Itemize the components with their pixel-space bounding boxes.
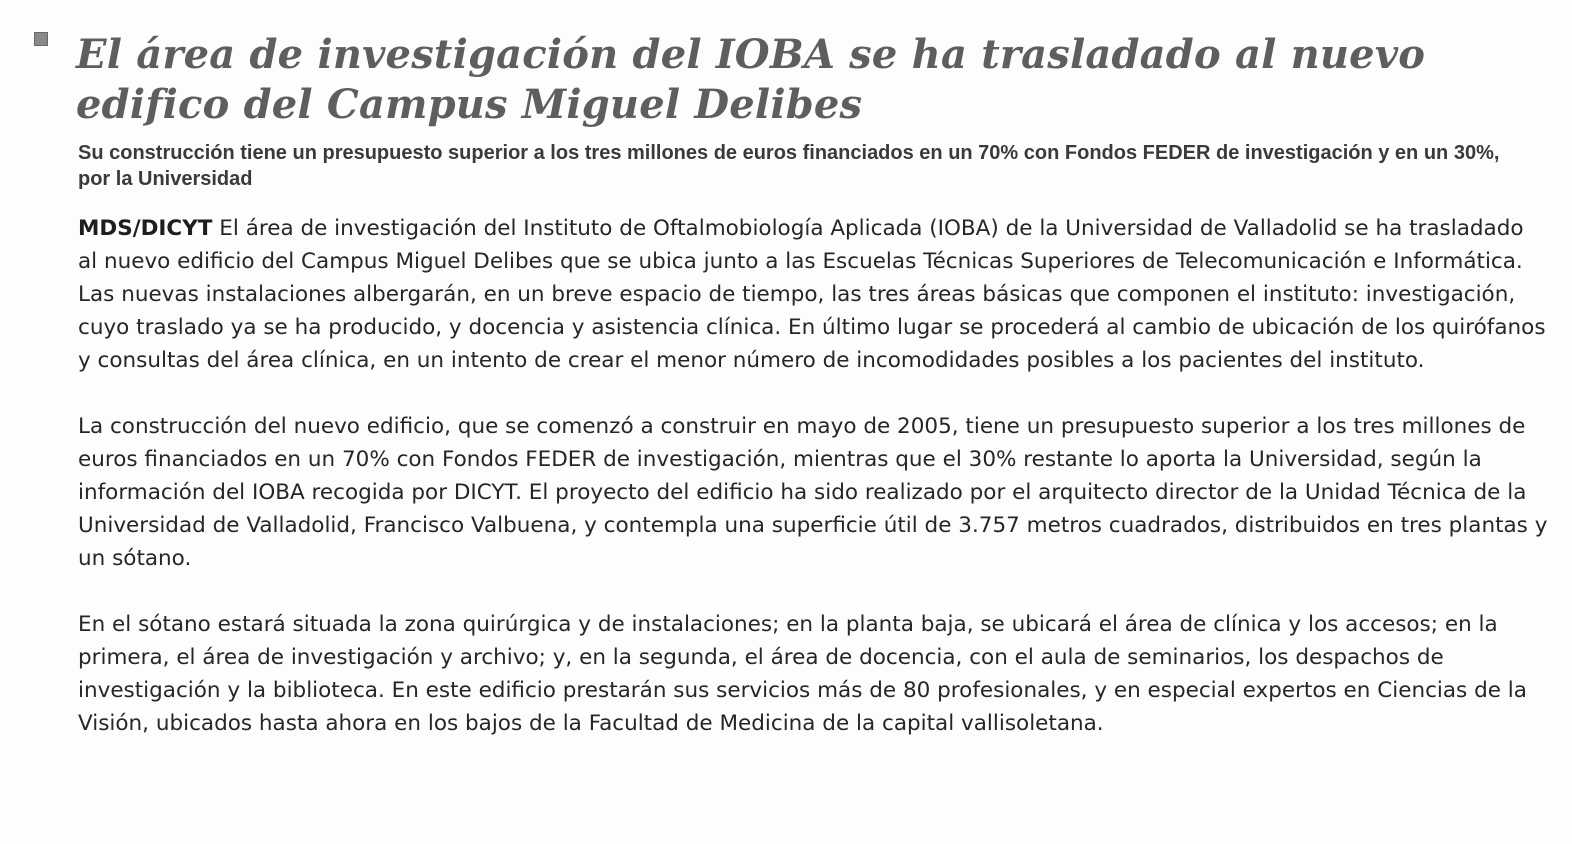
square-bullet-icon bbox=[34, 32, 48, 46]
article-paragraph-2: La construcción del nuevo edificio, que se comenzó a construir en mayo de 2005, tiene un presupuesto superior a los tres millones de euros financiados en un 70% con Fondos FEDER de investigación, mientras que el 30% restante lo aporta la Universidad, según la información del IOBA recogida por DICYT. El proyecto del edificio ha sido realizado por el arquitecto director de la Unidad Técnica de la Universidad de Valladolid, Francisco Valbuena, y contempla una superficie útil de 3.757 metros cuadrados, distribuidos en tres plantas y un sótano. bbox=[78, 414, 1548, 571]
article-dateline: MDS/DICYT bbox=[78, 216, 213, 241]
article-paragraph-1 bbox=[78, 212, 1548, 377]
article-body bbox=[78, 212, 1548, 773]
article-headline: El área de investigación del IOBA se ha trasladado al nuevo edifico del Campus Miguel Delibes bbox=[76, 31, 1426, 128]
article-paragraph-3: En el sótano estará situada la zona quirúrgica y de instalaciones; en la planta baja, se ubicará el área de clínica y los accesos; en la primera, el área de investigación y archivo; y, en la segunda, el área de docencia, con el aula de seminarios, los despachos de investigación y la biblioteca. En este edificio prestarán sus servicios más de 80 profesionales, y en especial expertos en Ciencias de la Visión, ubicados hasta ahora en los bajos de la Facultad de Medicina de la capital vallisoletana. bbox=[78, 612, 1527, 736]
article-subheadline: Su construcción tiene un presupuesto superior a los tres millones de euros financiados en un 70% con Fondos FEDER de investigación y en un 30%, por la Universidad bbox=[78, 142, 1500, 190]
article-paragraph-1-text: El área de investigación del Instituto de Oftalmobiología Aplicada (IOBA) de la Universidad de Valladolid se ha trasladado al nuevo edificio del Campus Miguel Delibes que se ubica junto a las Escuelas Técnicas Superiores de Telecomunicación e Informática. Las nuevas instalaciones albergarán, en un breve espacio de tiempo, las tres áreas básicas que componen el instituto: investigación, cuyo traslado ya se ha producido, y docencia y asistencia clínica. En último lugar se procederá al cambio de ubicación de los quirófanos y consultas del área clínica, en un intento de crear el menor número de incomodidades posibles a los pacientes del instituto. bbox=[78, 216, 1546, 373]
